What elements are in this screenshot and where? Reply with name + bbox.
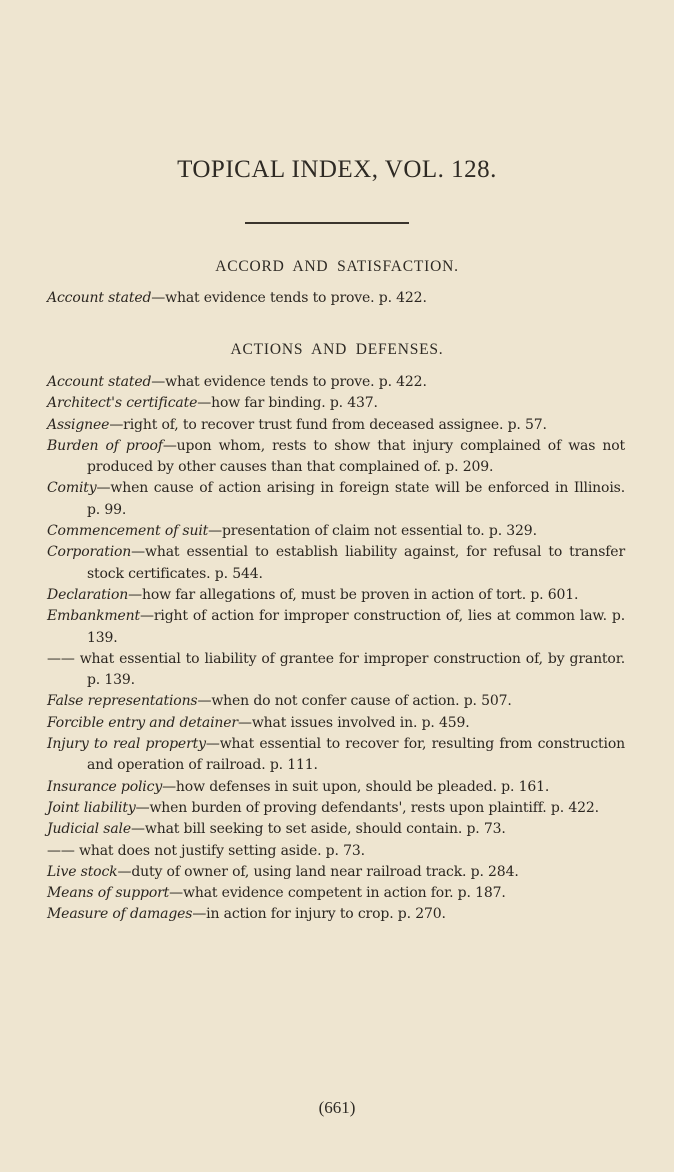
entry-text: —how defenses in suit upon, should be pleaded. p. 161. [162, 778, 550, 795]
entry-text: —when cause of action arising in foreign state will be enforced in Illinois. p. 99. [87, 480, 625, 518]
entry-term: Injury to real property [47, 736, 206, 753]
entry-text: —how far allegations of, must be proven in action of tort. p. 601. [128, 586, 579, 603]
entry-term: Measure of damages [47, 906, 193, 923]
index-entry [47, 862, 625, 883]
section-heading-accord: ACCORD AND SATISFACTION. [215, 258, 459, 275]
entry-term: Account stated [47, 290, 152, 306]
section-actions-entries [47, 372, 625, 926]
index-entry [47, 585, 625, 606]
index-entry [47, 798, 625, 819]
index-entry [47, 883, 625, 904]
entry-ditto-dash: —— [47, 650, 75, 667]
entry-term: Joint liability [47, 799, 136, 816]
entry-term: Account stated [47, 374, 152, 390]
entry-term: Architect's certificate [47, 395, 198, 412]
entry-term: Judicial sale [47, 821, 132, 838]
entry-text: —what issues involved in. p. 459. [237, 714, 470, 731]
index-entry [47, 542, 625, 585]
entry-term: Embankment [47, 608, 141, 625]
index-entry [47, 819, 625, 840]
entry-text: —what evidence tends to prove. p. 422. [151, 374, 427, 390]
entry-term: Forcible entry and detainer [47, 714, 238, 731]
entry-text: what essential to liability of grantee for improper construction of, by grantor. p. 139. [74, 650, 625, 689]
entry-term: Assignee [47, 416, 110, 433]
entry-ditto-dash: —— [47, 842, 75, 859]
index-entry [47, 393, 625, 414]
entry-text: —what essential to recover for, resulting from construction and operation of railroad. p. 111. [87, 736, 625, 774]
entry-term: Corporation [47, 544, 132, 561]
index-entry [47, 288, 625, 309]
entry-term: Declaration [47, 586, 129, 603]
index-subentry [47, 649, 625, 692]
entry-text: what does not justify setting aside. p. 73. [74, 842, 365, 859]
index-entry [47, 606, 625, 649]
title-rule-divider [245, 222, 409, 224]
entry-text: —upon whom, rests to show that injury complained of was not produced by other causes than that complained of. p. 209. [87, 437, 625, 476]
entry-term: Insurance policy [47, 778, 163, 795]
index-entry [47, 436, 625, 479]
index-entry [47, 734, 625, 777]
entry-text: —how far binding. p. 437. [197, 395, 378, 412]
page-number: (661) [318, 1098, 356, 1117]
entry-text: —when do not confer cause of action. p. 507. [197, 693, 512, 710]
index-entry [47, 478, 625, 521]
index-entry [47, 691, 625, 712]
page-title: TOPICAL INDEX, VOL. 128. [177, 156, 497, 183]
index-entry [47, 372, 625, 393]
entry-term: Live stock [47, 863, 118, 880]
entry-text: —what evidence competent in action for. p. 187. [169, 885, 506, 902]
entry-text: —in action for injury to crop. p. 270. [192, 906, 446, 923]
entry-text: —right of action for improper construction of, lies at common law. p. 139. [87, 608, 625, 646]
entry-text: —what essential to establish liability against, for refusal to transfer stock certificates. p. 544. [87, 544, 625, 582]
index-entry [47, 521, 625, 542]
entry-text: —what evidence tends to prove. p. 422. [151, 290, 427, 306]
entry-text: —duty of owner of, using land near railroad track. p. 284. [117, 863, 519, 880]
index-entry [47, 777, 625, 798]
entry-text: —right of, to recover trust fund from deceased assignee. p. 57. [109, 416, 547, 433]
entry-term: Commencement of suit [47, 523, 209, 540]
index-subentry [47, 841, 625, 862]
entry-text: —what bill seeking to set aside, should contain. p. 73. [131, 821, 506, 838]
entry-text: —when burden of proving defendants', rests upon plaintiff. p. 422. [135, 799, 599, 816]
index-entry [47, 415, 625, 436]
section-accord-entries [47, 288, 625, 309]
entry-term: Means of support [47, 885, 170, 902]
entry-term: Burden of proof [47, 437, 163, 454]
entry-term: False representations [47, 693, 198, 710]
section-heading-actions: ACTIONS AND DEFENSES. [230, 341, 444, 358]
index-entry [47, 713, 625, 734]
entry-term: Comity [47, 480, 97, 497]
index-entry [47, 904, 625, 925]
entry-text: —presentation of claim not essential to. p. 329. [208, 523, 537, 540]
